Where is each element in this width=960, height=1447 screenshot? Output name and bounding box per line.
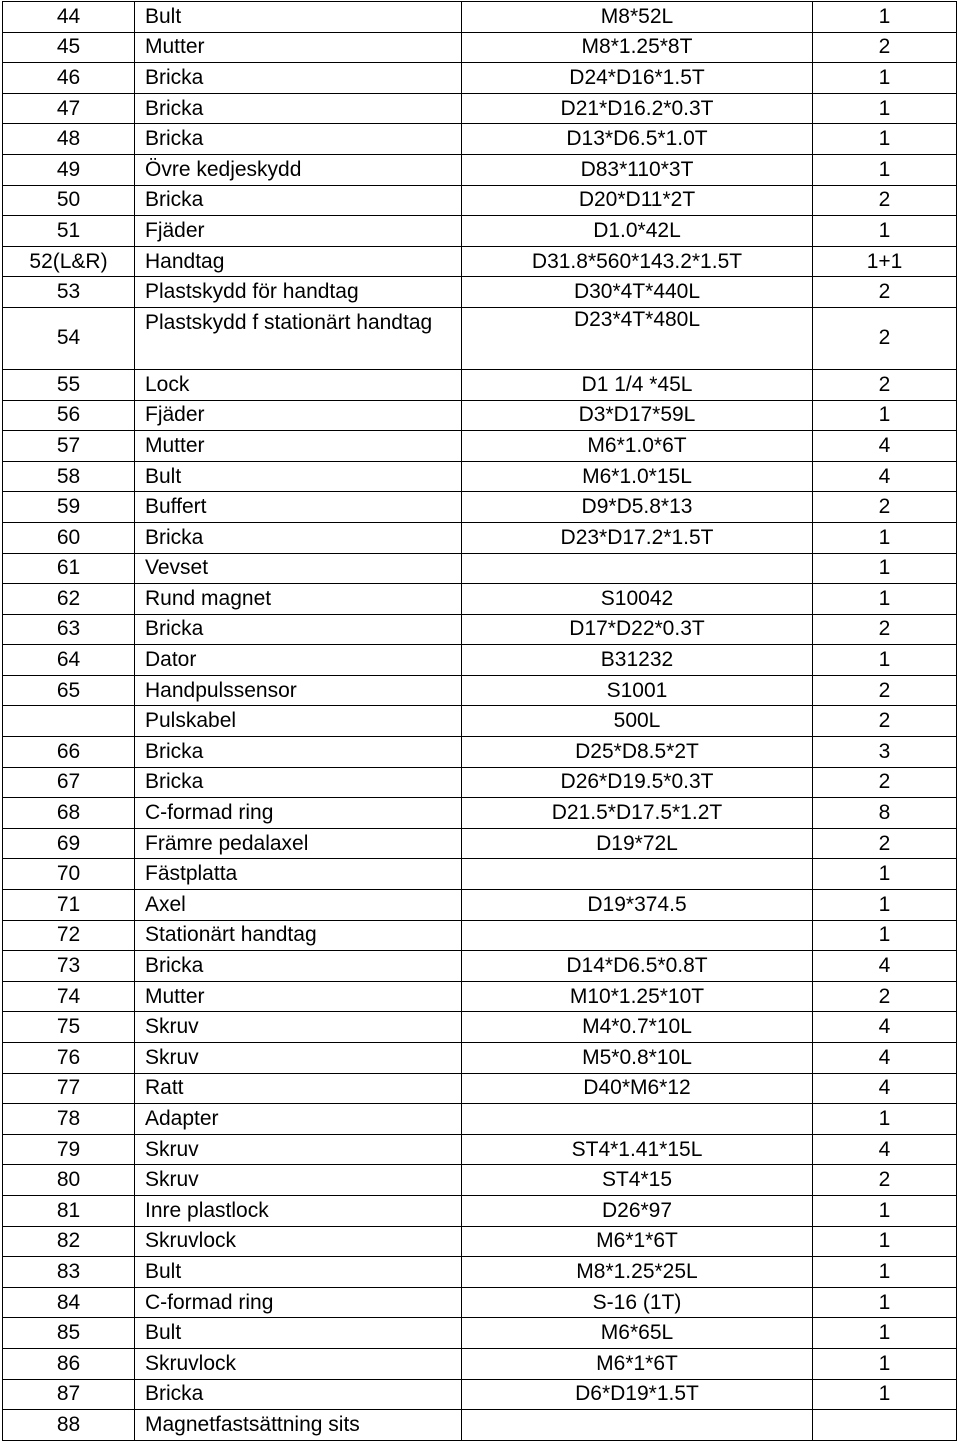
part-number-cell: 59 bbox=[3, 492, 135, 523]
part-number-cell: 77 bbox=[3, 1073, 135, 1104]
part-quantity-cell: 1 bbox=[813, 1104, 957, 1135]
part-quantity-cell: 2 bbox=[813, 706, 957, 737]
table-row bbox=[3, 920, 957, 951]
part-name-cell: Ratt bbox=[135, 1073, 462, 1104]
part-name-cell: Skruvlock bbox=[135, 1348, 462, 1379]
part-spec-cell: M6*1*6T bbox=[462, 1348, 813, 1379]
table-row bbox=[3, 981, 957, 1012]
part-spec-cell: S10042 bbox=[462, 584, 813, 615]
part-quantity-cell: 1 bbox=[813, 1348, 957, 1379]
part-name-cell: Fästplatta bbox=[135, 859, 462, 890]
part-spec-cell: D6*D19*1.5T bbox=[462, 1379, 813, 1410]
table-row bbox=[3, 185, 957, 216]
table-row bbox=[3, 706, 957, 737]
part-number-cell: 85 bbox=[3, 1318, 135, 1349]
part-quantity-cell: 1 bbox=[813, 154, 957, 185]
part-spec-cell: D3*D17*59L bbox=[462, 400, 813, 431]
part-name-cell: Mutter bbox=[135, 981, 462, 1012]
table-row bbox=[3, 246, 957, 277]
part-name-cell: Skruv bbox=[135, 1165, 462, 1196]
part-quantity-cell: 1 bbox=[813, 553, 957, 584]
table-row bbox=[3, 1348, 957, 1379]
table-row bbox=[3, 124, 957, 155]
table-row bbox=[3, 369, 957, 400]
table-row bbox=[3, 1073, 957, 1104]
table-row bbox=[3, 614, 957, 645]
part-name-cell: Bricka bbox=[135, 1379, 462, 1410]
part-number-cell: 68 bbox=[3, 798, 135, 829]
part-quantity-cell: 1 bbox=[813, 400, 957, 431]
part-quantity-cell: 1 bbox=[813, 1195, 957, 1226]
part-quantity-cell: 8 bbox=[813, 798, 957, 829]
part-spec-cell: M5*0.8*10L bbox=[462, 1043, 813, 1074]
part-quantity-cell: 2 bbox=[813, 1165, 957, 1196]
part-name-cell: Bricka bbox=[135, 185, 462, 216]
part-name-cell: Bricka bbox=[135, 63, 462, 94]
part-quantity-cell: 4 bbox=[813, 1043, 957, 1074]
part-name-cell: Lock bbox=[135, 369, 462, 400]
part-quantity-cell: 3 bbox=[813, 737, 957, 768]
table-row bbox=[3, 32, 957, 63]
part-name-cell: Handpulssensor bbox=[135, 675, 462, 706]
part-name-cell: Dator bbox=[135, 645, 462, 676]
part-number-cell: 66 bbox=[3, 737, 135, 768]
part-spec-cell: D83*110*3T bbox=[462, 154, 813, 185]
part-number-cell: 71 bbox=[3, 890, 135, 921]
part-number-cell: 75 bbox=[3, 1012, 135, 1043]
part-spec-cell: D25*D8.5*2T bbox=[462, 737, 813, 768]
part-name-cell: Bult bbox=[135, 461, 462, 492]
part-spec-cell: ST4*15 bbox=[462, 1165, 813, 1196]
part-spec-cell: M10*1.25*10T bbox=[462, 981, 813, 1012]
part-quantity-cell: 1 bbox=[813, 2, 957, 33]
part-spec-cell: M6*1*6T bbox=[462, 1226, 813, 1257]
part-quantity-cell: 1 bbox=[813, 63, 957, 94]
part-number-cell: 81 bbox=[3, 1195, 135, 1226]
part-spec-cell: S1001 bbox=[462, 675, 813, 706]
part-spec-cell: M8*1.25*25L bbox=[462, 1257, 813, 1288]
part-name-cell: Buffert bbox=[135, 492, 462, 523]
part-number-cell: 88 bbox=[3, 1410, 135, 1441]
part-name-cell: Rund magnet bbox=[135, 584, 462, 615]
table-row bbox=[3, 1257, 957, 1288]
part-number-cell: 76 bbox=[3, 1043, 135, 1074]
part-number-cell: 83 bbox=[3, 1257, 135, 1288]
part-name-cell: Fjäder bbox=[135, 400, 462, 431]
part-spec-cell: D1 1/4 *45L bbox=[462, 369, 813, 400]
part-number-cell: 87 bbox=[3, 1379, 135, 1410]
table-row bbox=[3, 216, 957, 247]
part-name-cell: Magnetfastsättning sits bbox=[135, 1410, 462, 1441]
part-number-cell: 79 bbox=[3, 1134, 135, 1165]
table-row bbox=[3, 951, 957, 982]
part-spec-cell: D13*D6.5*1.0T bbox=[462, 124, 813, 155]
part-spec-cell: D24*D16*1.5T bbox=[462, 63, 813, 94]
part-quantity-cell: 1 bbox=[813, 124, 957, 155]
part-number-cell: 65 bbox=[3, 675, 135, 706]
table-row bbox=[3, 1165, 957, 1196]
part-quantity-cell: 2 bbox=[813, 307, 957, 369]
part-number-cell: 84 bbox=[3, 1287, 135, 1318]
part-spec-cell bbox=[462, 920, 813, 951]
part-spec-cell: D1.0*42L bbox=[462, 216, 813, 247]
table-row bbox=[3, 277, 957, 308]
part-number-cell: 51 bbox=[3, 216, 135, 247]
part-quantity-cell: 4 bbox=[813, 951, 957, 982]
table-row bbox=[3, 2, 957, 33]
part-quantity-cell: 4 bbox=[813, 431, 957, 462]
table-row bbox=[3, 1287, 957, 1318]
part-quantity-cell: 4 bbox=[813, 461, 957, 492]
part-quantity-cell: 4 bbox=[813, 1012, 957, 1043]
part-name-cell: Mutter bbox=[135, 431, 462, 462]
table-row bbox=[3, 798, 957, 829]
part-quantity-cell: 1+1 bbox=[813, 246, 957, 277]
table-row bbox=[3, 584, 957, 615]
part-spec-cell: D26*97 bbox=[462, 1195, 813, 1226]
part-quantity-cell: 1 bbox=[813, 1379, 957, 1410]
part-name-cell: Övre kedjeskydd bbox=[135, 154, 462, 185]
part-spec-cell: B31232 bbox=[462, 645, 813, 676]
part-spec-cell: D31.8*560*143.2*1.5T bbox=[462, 246, 813, 277]
part-spec-cell: D23*D17.2*1.5T bbox=[462, 522, 813, 553]
part-name-cell: Bult bbox=[135, 1257, 462, 1288]
part-spec-cell: D23*4T*480L bbox=[462, 307, 813, 369]
part-spec-cell: D30*4T*440L bbox=[462, 277, 813, 308]
part-number-cell: 58 bbox=[3, 461, 135, 492]
part-name-cell: Plastskydd för handtag bbox=[135, 277, 462, 308]
part-quantity-cell: 1 bbox=[813, 890, 957, 921]
part-name-cell: Inre plastlock bbox=[135, 1195, 462, 1226]
part-name-cell: Bult bbox=[135, 1318, 462, 1349]
part-number-cell: 55 bbox=[3, 369, 135, 400]
part-number-cell: 62 bbox=[3, 584, 135, 615]
part-number-cell bbox=[3, 706, 135, 737]
part-spec-cell: D14*D6.5*0.8T bbox=[462, 951, 813, 982]
part-quantity-cell: 2 bbox=[813, 981, 957, 1012]
table-row bbox=[3, 1043, 957, 1074]
part-spec-cell: M6*1.0*6T bbox=[462, 431, 813, 462]
table-row bbox=[3, 1195, 957, 1226]
table-row bbox=[3, 553, 957, 584]
part-name-cell: Bricka bbox=[135, 93, 462, 124]
part-name-cell: Bricka bbox=[135, 124, 462, 155]
part-name-cell: Bult bbox=[135, 2, 462, 33]
table-row bbox=[3, 859, 957, 890]
part-name-cell: Främre pedalaxel bbox=[135, 828, 462, 859]
part-quantity-cell: 1 bbox=[813, 1287, 957, 1318]
part-name-cell: Handtag bbox=[135, 246, 462, 277]
part-name-cell: Plastskydd f stationärt handtag bbox=[135, 307, 462, 369]
table-row bbox=[3, 63, 957, 94]
table-row bbox=[3, 767, 957, 798]
part-number-cell: 61 bbox=[3, 553, 135, 584]
table-row bbox=[3, 492, 957, 523]
part-number-cell: 82 bbox=[3, 1226, 135, 1257]
part-number-cell: 53 bbox=[3, 277, 135, 308]
part-spec-cell: D17*D22*0.3T bbox=[462, 614, 813, 645]
part-number-cell: 60 bbox=[3, 522, 135, 553]
part-name-cell: Bricka bbox=[135, 614, 462, 645]
table-row bbox=[3, 154, 957, 185]
part-number-cell: 86 bbox=[3, 1348, 135, 1379]
part-number-cell: 78 bbox=[3, 1104, 135, 1135]
table-row bbox=[3, 431, 957, 462]
part-spec-cell: M8*1.25*8T bbox=[462, 32, 813, 63]
part-number-cell: 64 bbox=[3, 645, 135, 676]
part-name-cell: Bricka bbox=[135, 767, 462, 798]
part-number-cell: 48 bbox=[3, 124, 135, 155]
part-number-cell: 57 bbox=[3, 431, 135, 462]
table-row bbox=[3, 890, 957, 921]
part-quantity-cell: 2 bbox=[813, 767, 957, 798]
table-row bbox=[3, 1379, 957, 1410]
part-name-cell: Mutter bbox=[135, 32, 462, 63]
part-spec-cell: D19*374.5 bbox=[462, 890, 813, 921]
part-name-cell: Bricka bbox=[135, 522, 462, 553]
table-row bbox=[3, 675, 957, 706]
part-quantity-cell: 1 bbox=[813, 1257, 957, 1288]
part-quantity-cell: 1 bbox=[813, 216, 957, 247]
table-row bbox=[3, 307, 957, 369]
part-spec-cell: M6*65L bbox=[462, 1318, 813, 1349]
part-spec-cell: S-16 (1T) bbox=[462, 1287, 813, 1318]
part-spec-cell: D40*M6*12 bbox=[462, 1073, 813, 1104]
table-row bbox=[3, 1012, 957, 1043]
part-number-cell: 69 bbox=[3, 828, 135, 859]
part-number-cell: 52(L&R) bbox=[3, 246, 135, 277]
part-number-cell: 70 bbox=[3, 859, 135, 890]
part-number-cell: 73 bbox=[3, 951, 135, 982]
part-quantity-cell: 2 bbox=[813, 675, 957, 706]
table-row bbox=[3, 1410, 957, 1441]
part-quantity-cell: 1 bbox=[813, 859, 957, 890]
part-quantity-cell: 2 bbox=[813, 614, 957, 645]
part-number-cell: 44 bbox=[3, 2, 135, 33]
part-spec-cell: D20*D11*2T bbox=[462, 185, 813, 216]
part-quantity-cell: 1 bbox=[813, 1226, 957, 1257]
part-number-cell: 49 bbox=[3, 154, 135, 185]
part-spec-cell: D21*D16.2*0.3T bbox=[462, 93, 813, 124]
part-name-cell: Adapter bbox=[135, 1104, 462, 1135]
part-number-cell: 46 bbox=[3, 63, 135, 94]
part-name-cell: Skruvlock bbox=[135, 1226, 462, 1257]
part-name-cell: C-formad ring bbox=[135, 798, 462, 829]
part-quantity-cell: 4 bbox=[813, 1073, 957, 1104]
table-row bbox=[3, 522, 957, 553]
part-spec-cell: M4*0.7*10L bbox=[462, 1012, 813, 1043]
part-name-cell: Stationärt handtag bbox=[135, 920, 462, 951]
part-number-cell: 47 bbox=[3, 93, 135, 124]
part-quantity-cell: 2 bbox=[813, 185, 957, 216]
table-row bbox=[3, 645, 957, 676]
table-row bbox=[3, 461, 957, 492]
part-number-cell: 67 bbox=[3, 767, 135, 798]
part-name-cell: Axel bbox=[135, 890, 462, 921]
table-row bbox=[3, 1104, 957, 1135]
part-name-cell: Pulskabel bbox=[135, 706, 462, 737]
part-quantity-cell: 2 bbox=[813, 828, 957, 859]
part-quantity-cell: 1 bbox=[813, 1318, 957, 1349]
part-quantity-cell: 2 bbox=[813, 492, 957, 523]
part-spec-cell: 500L bbox=[462, 706, 813, 737]
part-name-cell: Vevset bbox=[135, 553, 462, 584]
part-spec-cell: D19*72L bbox=[462, 828, 813, 859]
part-quantity-cell: 1 bbox=[813, 93, 957, 124]
table-row bbox=[3, 1226, 957, 1257]
part-number-cell: 74 bbox=[3, 981, 135, 1012]
part-number-cell: 56 bbox=[3, 400, 135, 431]
part-number-cell: 45 bbox=[3, 32, 135, 63]
part-spec-cell: D9*D5.8*13 bbox=[462, 492, 813, 523]
part-number-cell: 50 bbox=[3, 185, 135, 216]
part-name-cell: Bricka bbox=[135, 737, 462, 768]
part-quantity-cell: 4 bbox=[813, 1134, 957, 1165]
part-quantity-cell: 2 bbox=[813, 369, 957, 400]
part-quantity-cell: 2 bbox=[813, 277, 957, 308]
part-quantity-cell: 1 bbox=[813, 584, 957, 615]
table-row bbox=[3, 737, 957, 768]
part-number-cell: 80 bbox=[3, 1165, 135, 1196]
part-name-cell: Skruv bbox=[135, 1134, 462, 1165]
part-spec-cell: ST4*1.41*15L bbox=[462, 1134, 813, 1165]
part-quantity-cell: 1 bbox=[813, 920, 957, 951]
table-row bbox=[3, 93, 957, 124]
part-number-cell: 54 bbox=[3, 307, 135, 369]
part-spec-cell bbox=[462, 553, 813, 584]
part-spec-cell: M8*52L bbox=[462, 2, 813, 33]
parts-table-body bbox=[3, 2, 957, 1441]
part-quantity-cell: 1 bbox=[813, 645, 957, 676]
parts-table bbox=[2, 1, 957, 1441]
part-spec-cell bbox=[462, 859, 813, 890]
part-quantity-cell: 2 bbox=[813, 32, 957, 63]
table-row bbox=[3, 400, 957, 431]
part-number-cell: 63 bbox=[3, 614, 135, 645]
part-name-cell: C-formad ring bbox=[135, 1287, 462, 1318]
part-number-cell: 72 bbox=[3, 920, 135, 951]
table-row bbox=[3, 1134, 957, 1165]
part-quantity-cell bbox=[813, 1410, 957, 1441]
part-name-cell: Skruv bbox=[135, 1012, 462, 1043]
part-spec-cell: D26*D19.5*0.3T bbox=[462, 767, 813, 798]
part-name-cell: Bricka bbox=[135, 951, 462, 982]
table-row bbox=[3, 1318, 957, 1349]
part-name-cell: Fjäder bbox=[135, 216, 462, 247]
table-row bbox=[3, 828, 957, 859]
part-spec-cell bbox=[462, 1410, 813, 1441]
part-name-cell: Skruv bbox=[135, 1043, 462, 1074]
part-spec-cell bbox=[462, 1104, 813, 1135]
part-quantity-cell: 1 bbox=[813, 522, 957, 553]
part-spec-cell: M6*1.0*15L bbox=[462, 461, 813, 492]
part-spec-cell: D21.5*D17.5*1.2T bbox=[462, 798, 813, 829]
